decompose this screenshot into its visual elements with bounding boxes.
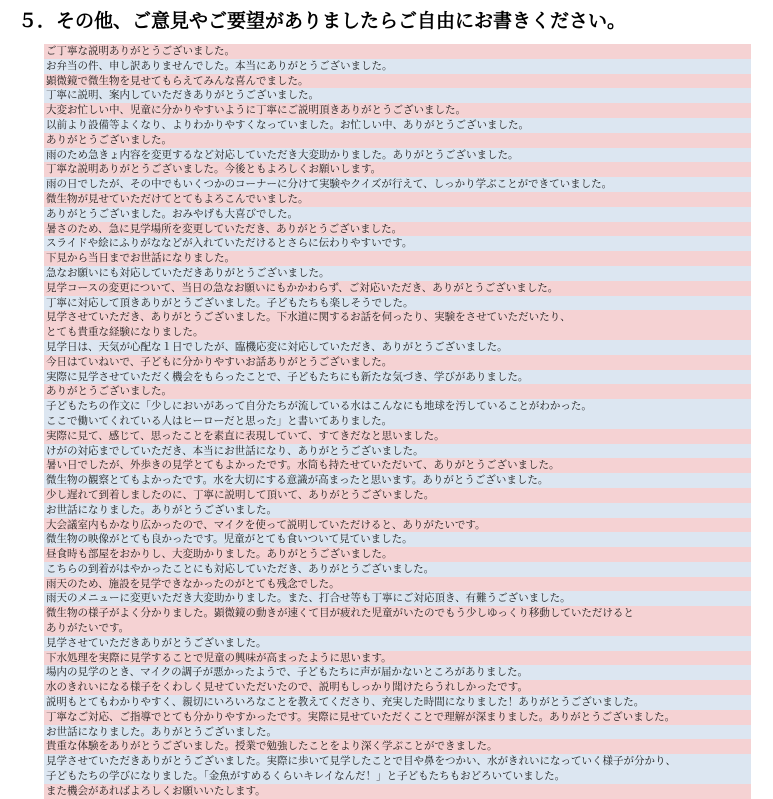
comment-line: 水のきれいになる様子をくわしく見せていただいたので、説明もしっかり聞けたらうれしかったです。 xyxy=(46,681,528,694)
comment-row xyxy=(44,133,751,148)
comment-line: 説明もとてもわかりやすく、親切にいろいろなことを教えてくださり、充実した時間になりました！ありがとうございました。 xyxy=(46,696,645,709)
comment-row xyxy=(44,577,751,592)
comment-row xyxy=(44,59,751,74)
comment-row xyxy=(44,503,751,518)
comment-line: こちらの到着がはやかったことにも対応していただき、ありがとうございました。 xyxy=(46,562,435,575)
comment-row xyxy=(44,532,751,547)
comment-line: 場内の見学のとき、マイクの調子が悪かったようで、子どもたちに声が届かないところがありました。 xyxy=(46,666,528,679)
comment-line: ご丁寧な説明ありがとうございました。 xyxy=(46,45,235,57)
comment-row xyxy=(44,310,751,340)
comment-row xyxy=(44,296,751,311)
comment-row xyxy=(44,148,751,163)
comment-line: 微生物が見せていただけてとてもよろこんでいました。 xyxy=(46,192,309,205)
comment-row xyxy=(44,399,751,429)
comment-row xyxy=(44,444,751,459)
comment-row xyxy=(44,547,751,562)
comment-line: 微生物の様子がよく分かりました。顕微鏡の動きが速くて目が疲れた児童がいたのでもう少しゆっくり移動していただけると xyxy=(46,607,634,620)
comment-row xyxy=(44,518,751,533)
comment-row xyxy=(44,207,751,222)
comment-row xyxy=(44,710,751,725)
comment-line: ありがたいです。 xyxy=(46,622,130,635)
comment-row xyxy=(44,251,751,266)
comment-line: ありがとうございました。 xyxy=(46,385,172,398)
comment-line: 雨の日でしたが、その中でもいくつかのコーナーに分けて実験やクイズが行えて、しっかり学ぶことができていました。 xyxy=(46,178,613,191)
comment-line: 急なお願いにも対応していただきありがとうございました。 xyxy=(46,266,330,279)
comment-line: 見学日は、天気が心配な１日でしたが、臨機応変に対応していただき、ありがとうございました。 xyxy=(46,340,508,353)
comment-row xyxy=(44,458,751,473)
comment-line: お世話になりました。ありがとうございました。 xyxy=(46,503,277,516)
comment-line: お弁当の件、申し訳ありませんでした。本当にありがとうございました。 xyxy=(46,59,393,72)
comment-line: ありがとうございました。 xyxy=(46,133,172,146)
comment-line: 顕微鏡で微生物を見せてもらえてみんな喜んでました。 xyxy=(46,74,309,87)
comment-row xyxy=(44,429,751,444)
comment-line: 大会議室内もかなり広かったので、マイクを使って説明していただけると、ありがたいです。 xyxy=(46,518,486,531)
comment-row xyxy=(44,488,751,503)
comment-row xyxy=(44,236,751,251)
comment-row xyxy=(44,103,751,118)
comment-row xyxy=(44,739,751,754)
comment-line: けがの対応までしていただき、本当にお世話になり、ありがとうございました。 xyxy=(46,444,424,457)
comment-line: 暑さのため、急に見学場所を変更していただき、ありがとうございました。 xyxy=(46,222,403,235)
comment-line: お世話になりました。ありがとうございました。 xyxy=(46,725,277,738)
comment-line: 実際に見学させていただく機会をもらったことで、子どもたちにも新たな気づき、学びがありました。 xyxy=(46,370,529,383)
comment-line: 雨のため急きょ内容を変更するなど対応していただき大変助かりました。ありがとうございました。 xyxy=(46,148,519,161)
comment-row xyxy=(44,784,751,799)
comment-row xyxy=(44,651,751,666)
comment-row xyxy=(44,370,751,385)
comment-line: 暑い日でしたが、外歩きの見学とてもよかったです。水筒も持たせていただいて、ありがとうございました。 xyxy=(46,459,560,472)
comment-row xyxy=(44,665,751,680)
comment-line: スライドや絵にふりがななどが入れていただけるとさらに伝わりやすいです。 xyxy=(46,237,413,250)
comment-row xyxy=(44,562,751,577)
comment-row xyxy=(44,74,751,89)
comment-line: 丁寧に説明、案内していただきありがとうございました。 xyxy=(46,89,319,102)
comment-line: 雨天のメニューに変更いただき大変助かりました。また、打合せ等も丁寧にご対応頂き、有難うございました。 xyxy=(46,592,571,605)
comment-row xyxy=(44,281,751,296)
comment-row xyxy=(44,754,751,784)
comment-line: 以前より設備等よくなり、よりわかりやすくなっていました。お忙しい中、ありがとうございました。 xyxy=(46,118,529,131)
comment-line: 貴重な体験をありがとうございました。授業で勉強したことをより深く学ぶことができました。 xyxy=(46,740,498,753)
comment-line: 子どもたちの作文に「少しにおいがあって自分たちが流している水はこんなにも地球を汚していることがわかった。 xyxy=(46,400,592,413)
comment-line: 丁寧な説明ありがとうございました。今後ともよろしくお願いします。 xyxy=(46,163,382,176)
page-title: ５．その他、ご意見やご要望がありましたらご自由にお書きください。 xyxy=(18,10,627,32)
comment-line: 見学コースの変更について、当日の急なお願いにもかかわらず、ご対応いただき、ありがとうございました。 xyxy=(46,281,559,294)
comment-line: 丁寧に対応して頂きありがとうございました。子どもたちも楽しそうでした。 xyxy=(46,296,414,309)
comment-row xyxy=(44,118,751,133)
comment-line: また機会があればよろしくお願いいたします。 xyxy=(46,784,266,797)
comment-line: 昼食時も部屋をおかりし、大変助かりました。ありがとうございました。 xyxy=(46,548,393,561)
comment-line: 見学させていただき、ありがとうございました。下水道に関するお話を伺ったり、実験をさせていただいたり、 xyxy=(46,311,571,324)
comment-line: 少し遅れて到着しましたのに、丁寧に説明して頂いて、ありがとうございました。 xyxy=(46,488,435,501)
comment-row xyxy=(44,591,751,606)
comment-row xyxy=(44,266,751,281)
comment-line: ありがとうございました。おみやげも大喜びでした。 xyxy=(46,207,298,220)
comment-line: 見学させていただきありがとうございました。 xyxy=(46,636,267,649)
comment-row xyxy=(44,222,751,237)
comment-row xyxy=(44,162,751,177)
comment-line: 実際に見て、感じて、思ったことを素直に表現していて、すてきだなと思いました。 xyxy=(46,429,445,442)
comment-row xyxy=(44,695,751,710)
comment-line: 下水処理を実際に見学することで児童の興味が高まったように思います。 xyxy=(46,651,392,664)
comment-row xyxy=(44,177,751,192)
comment-list xyxy=(44,44,751,799)
comment-line: 雨天のため、施設を見学できなかったのがとても残念でした。 xyxy=(46,577,340,590)
comment-row xyxy=(44,636,751,651)
comment-line: 大変お忙しい中、児童に分かりやすいように丁寧にご説明頂きありがとうございました。 xyxy=(46,104,466,117)
comment-row xyxy=(44,44,751,59)
comment-line: 見学させていただきありがとうございました。実際に歩いて見学したことで目や鼻をつかい、水がきれいになっていく様子が分かり、 xyxy=(46,755,676,768)
comment-row xyxy=(44,384,751,399)
comment-row xyxy=(44,606,751,636)
comment-row xyxy=(44,680,751,695)
comment-row xyxy=(44,340,751,355)
comment-line: ここで働いてくれている人はヒーローだと思った」と書いてありました。 xyxy=(46,414,393,427)
comment-row xyxy=(44,473,751,488)
comment-line: 丁寧なご対応、ご指導でとても分かりやすかったです。実際に見せていただくことで理解が深まりました。ありがとうございました。 xyxy=(46,710,676,723)
comment-line: 微生物の観察とてもよかったです。水を大切にする意識が高まったと思います。ありがとうございました。 xyxy=(46,474,549,487)
comment-row xyxy=(44,192,751,207)
comment-row xyxy=(44,355,751,370)
comment-row xyxy=(44,88,751,103)
comment-row xyxy=(44,725,751,740)
comment-line: 微生物の映像がとても良かったです。児童がとても食いついて見ていました。 xyxy=(46,533,413,546)
comment-line: とても貴重な経験になりました。 xyxy=(46,326,204,339)
comment-line: 子どもたちの学びになりました。「金魚がすめるくらいキレイなんだ！」と子どもたちもおどろいていました。 xyxy=(46,770,566,783)
comment-line: 今日はていねいで、子どもに分かりやすいお話ありがとうございました。 xyxy=(46,355,393,368)
comment-line: 下見から当日までお世話になりました。 xyxy=(46,252,235,265)
